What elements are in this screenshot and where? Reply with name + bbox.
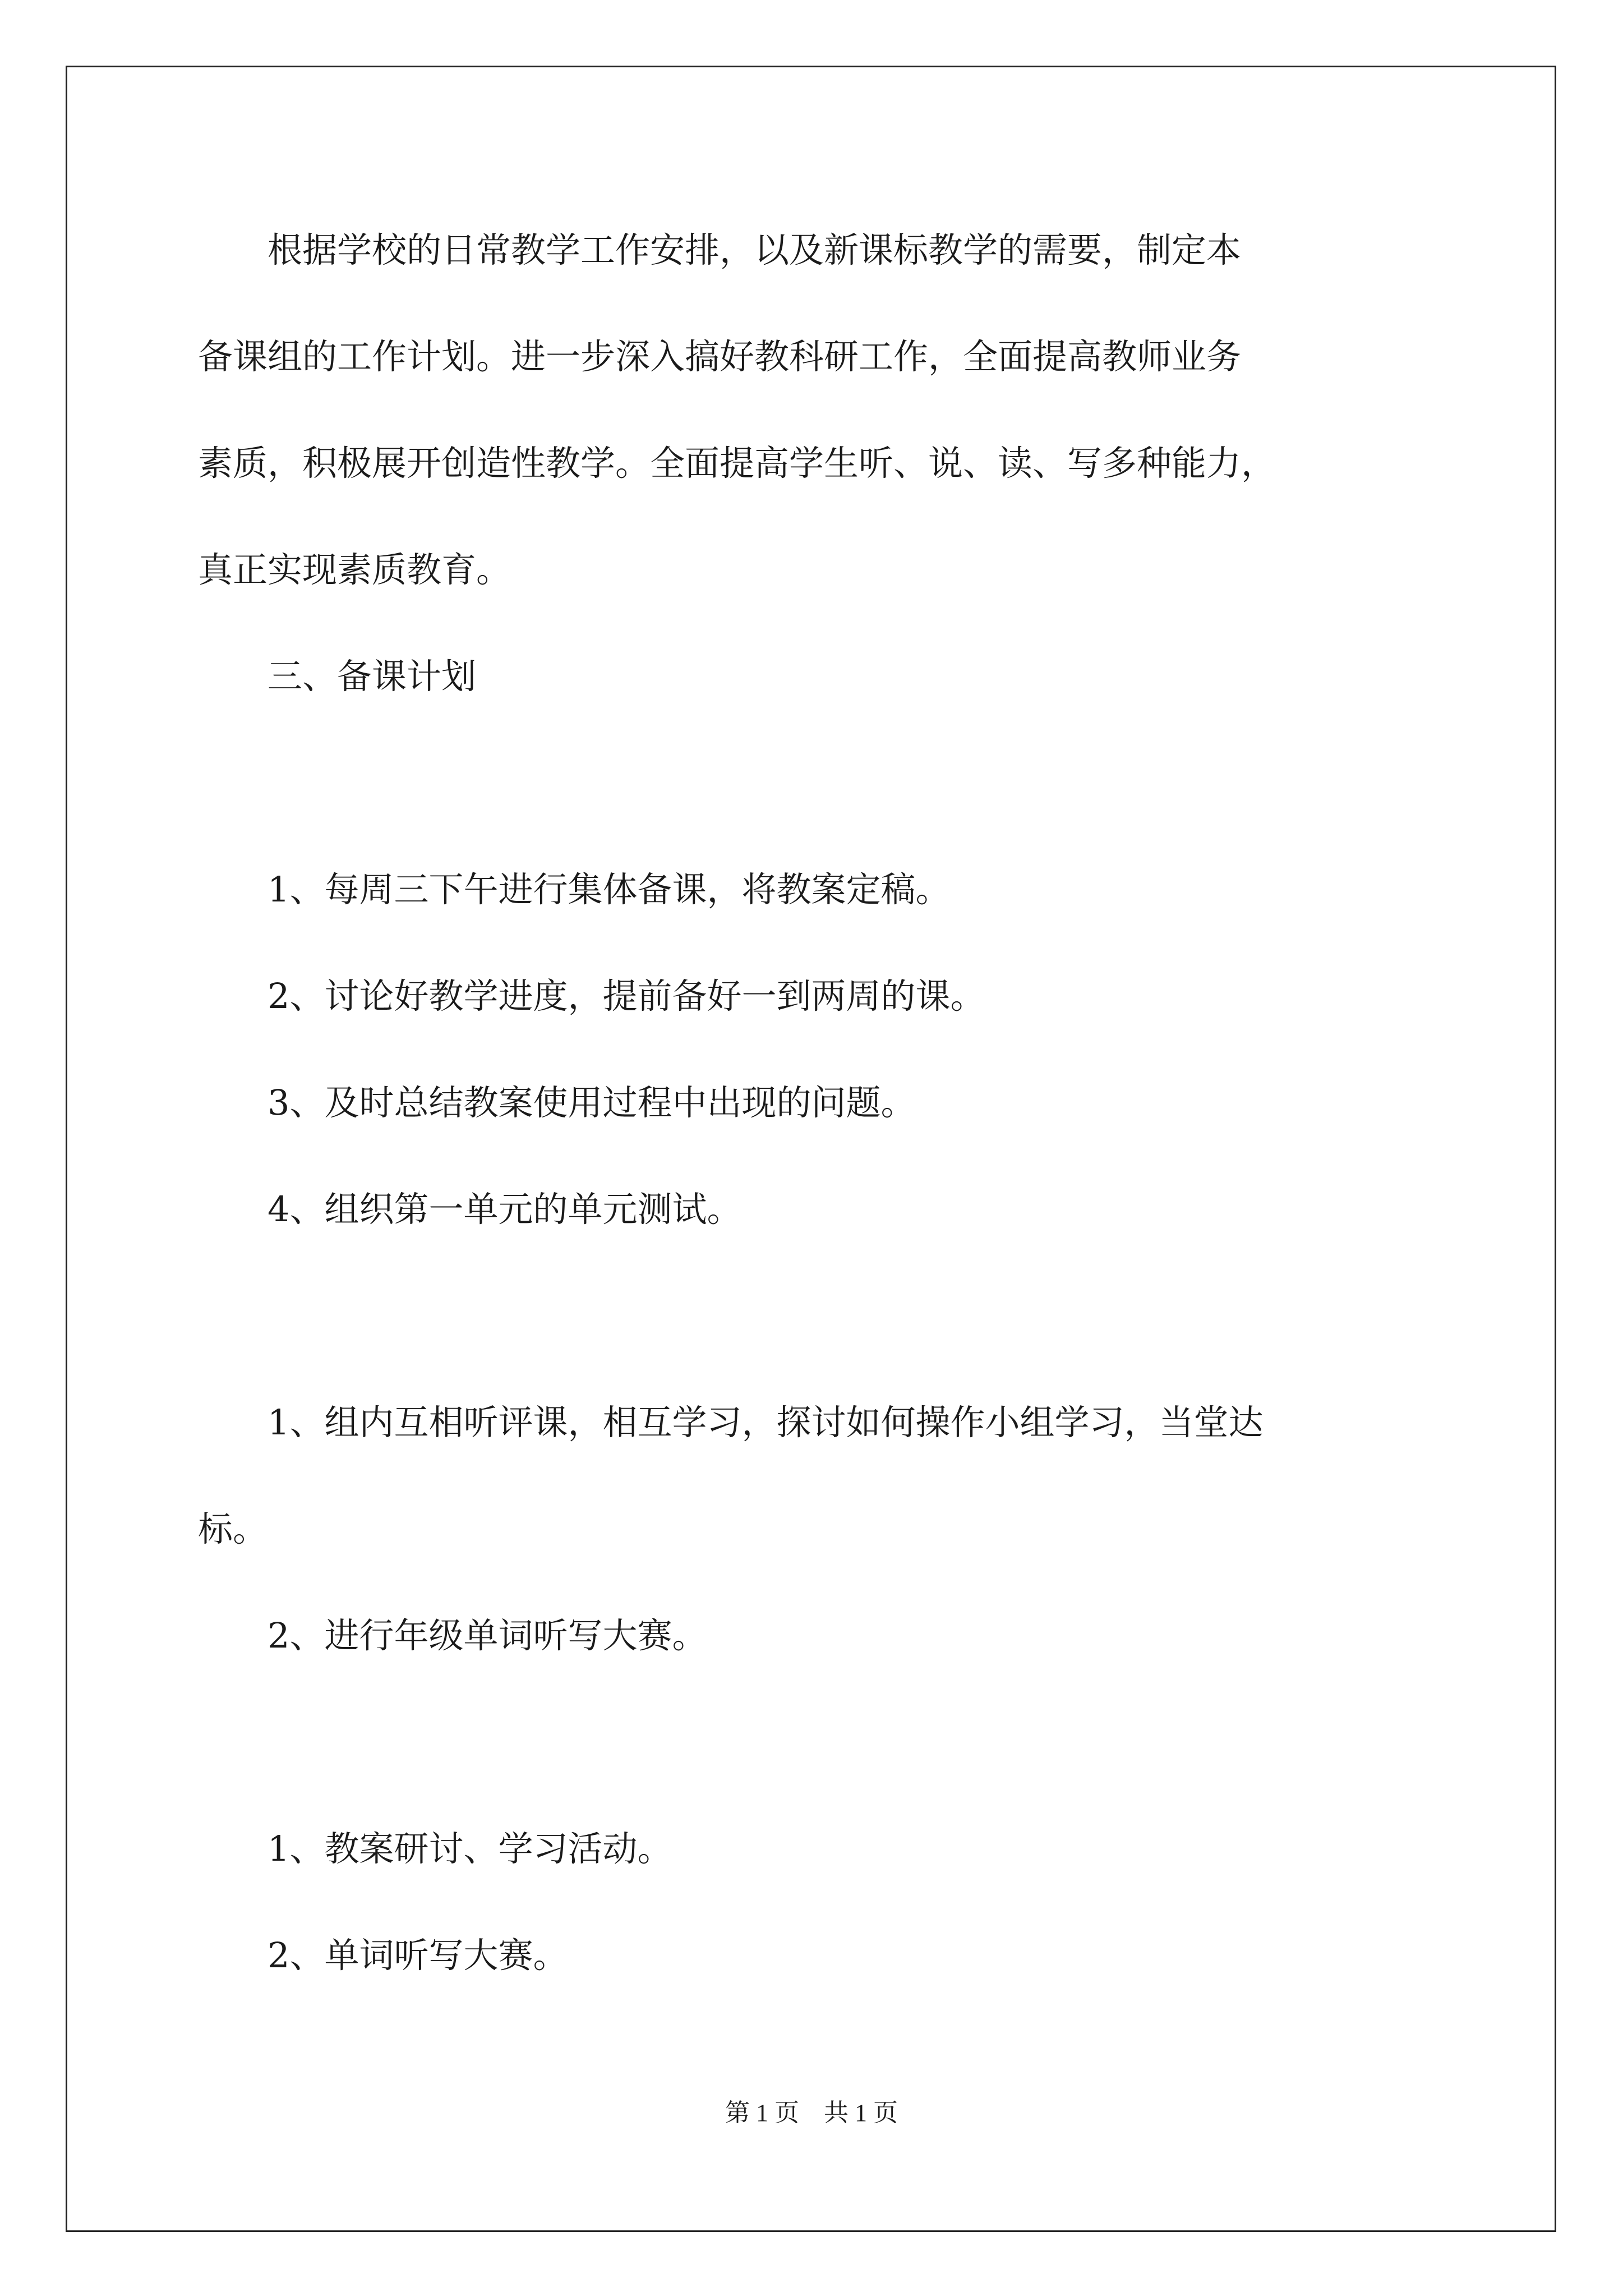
- list-item: 2、进行年级单词听写大赛。: [198, 1615, 707, 1656]
- list-item: 1、教案研讨、学习活动。: [198, 1828, 672, 1869]
- list-item: 1、每周三下午进行集体备课，将教案定稿。: [198, 869, 951, 910]
- section-heading: 三、备课计划: [198, 656, 477, 697]
- list-item: 4、组织第一单元的单元测试。: [198, 1189, 742, 1230]
- paragraph-line: 真正实现素质教育。: [198, 549, 511, 590]
- page-number-footer: 第 1 页 共 1 页: [725, 2099, 898, 2127]
- list-item: 3、及时总结教案使用过程中出现的问题。: [198, 1082, 916, 1123]
- paragraph-line: 根据学校的日常教学工作安排，以及新课标教学的需要，制定本: [198, 229, 1242, 270]
- page-border: [66, 66, 1556, 2232]
- paragraph-line: 备课组的工作计划。进一步深入搞好教科研工作，全面提高教师业务: [198, 336, 1242, 377]
- list-item: 2、讨论好教学进度，提前备好一到两周的课。: [198, 976, 985, 1016]
- list-item: 1、组内互相听评课，相互学习，探讨如何操作小组学习，当堂达: [198, 1402, 1264, 1443]
- list-item: 2、单词听写大赛。: [198, 1935, 568, 1976]
- list-item-continuation: 标。: [198, 1508, 268, 1549]
- paragraph-line: 素质，积极展开创造性教学。全面提高学生听、说、读、写多种能力，: [198, 443, 1276, 484]
